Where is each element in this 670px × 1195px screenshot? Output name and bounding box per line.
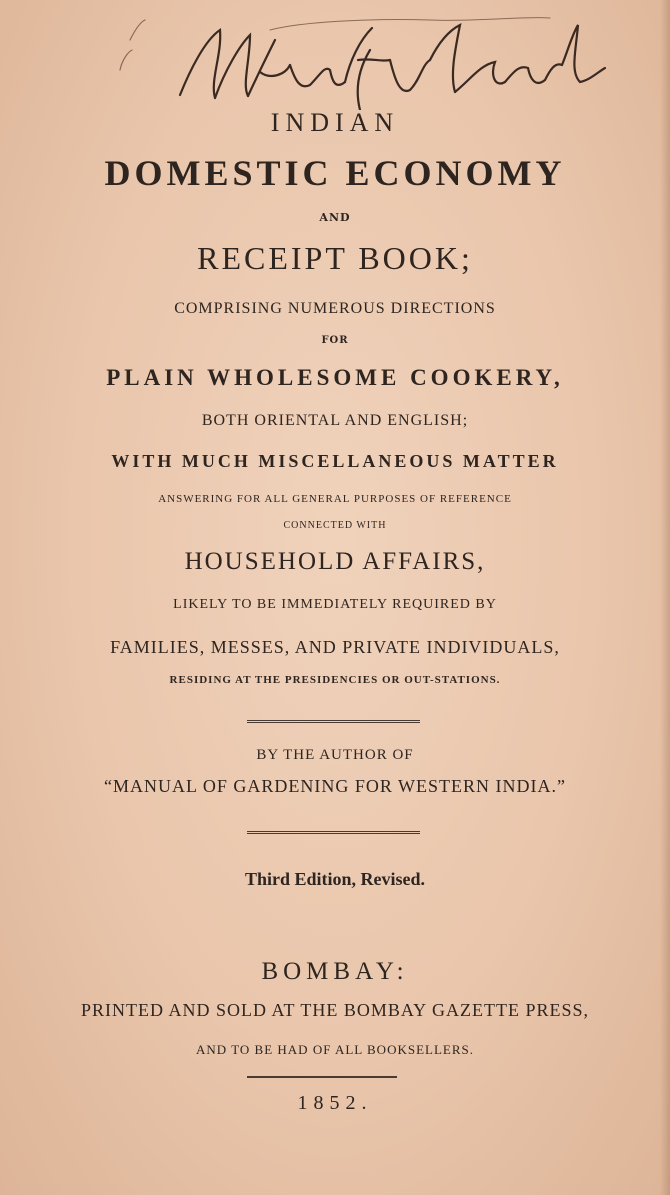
subtitle-line-miscellaneous: WITH MUCH MISCELLANEOUS MATTER [111,451,559,471]
subtitle-line-for: FOR [321,335,349,346]
subtitle-line-comprising: COMPRISING NUMEROUS DIRECTIONS [174,300,496,317]
author-line-by: BY THE AUTHOR OF [256,747,414,763]
divider-rule [247,720,420,723]
author-line-manual: “MANUAL OF GARDENING FOR WESTERN INDIA.” [104,776,566,796]
edition-line: Third Edition, Revised. [244,869,426,889]
subtitle-line-residing: RESIDING AT THE PRESIDENCIES OR OUT-STATIONS. [169,674,501,686]
subtitle-line-families: FAMILIES, MESSES, AND PRIVATE INDIVIDUALS, [110,637,560,657]
subtitle-line-oriental-english: BOTH ORIENTAL AND ENGLISH; [201,412,469,429]
imprint-printer: PRINTED AND SOLD AT THE BOMBAY GAZETTE PRESS, [80,1000,590,1020]
subtitle-line-plain-cookery: PLAIN WHOLESOME COOKERY, [106,365,564,390]
subtitle-line-connected: CONNECTED WITH [283,520,387,531]
divider-rule [247,1076,397,1078]
title-line-receipt-book: RECEIPT BOOK; [197,240,473,276]
divider-rule [247,831,420,834]
imprint-booksellers: AND TO BE HAD OF ALL BOOKSELLERS. [196,1042,474,1057]
imprint-place: BOMBAY: [261,958,409,985]
title-line-domestic-economy: DOMESTIC ECONOMY [104,153,566,193]
subtitle-line-answering: ANSWERING FOR ALL GENERAL PURPOSES OF REFERENCE [158,493,512,505]
imprint-year: 1852. [297,1092,373,1114]
subtitle-line-household: HOUSEHOLD AFFAIRS, [184,548,486,575]
handwritten-signature [110,10,610,110]
title-line-indian: INDIAN [270,108,400,137]
subtitle-line-likely: LIKELY TO BE IMMEDIATELY REQUIRED BY [173,597,497,612]
title-line-and: AND [319,211,351,224]
